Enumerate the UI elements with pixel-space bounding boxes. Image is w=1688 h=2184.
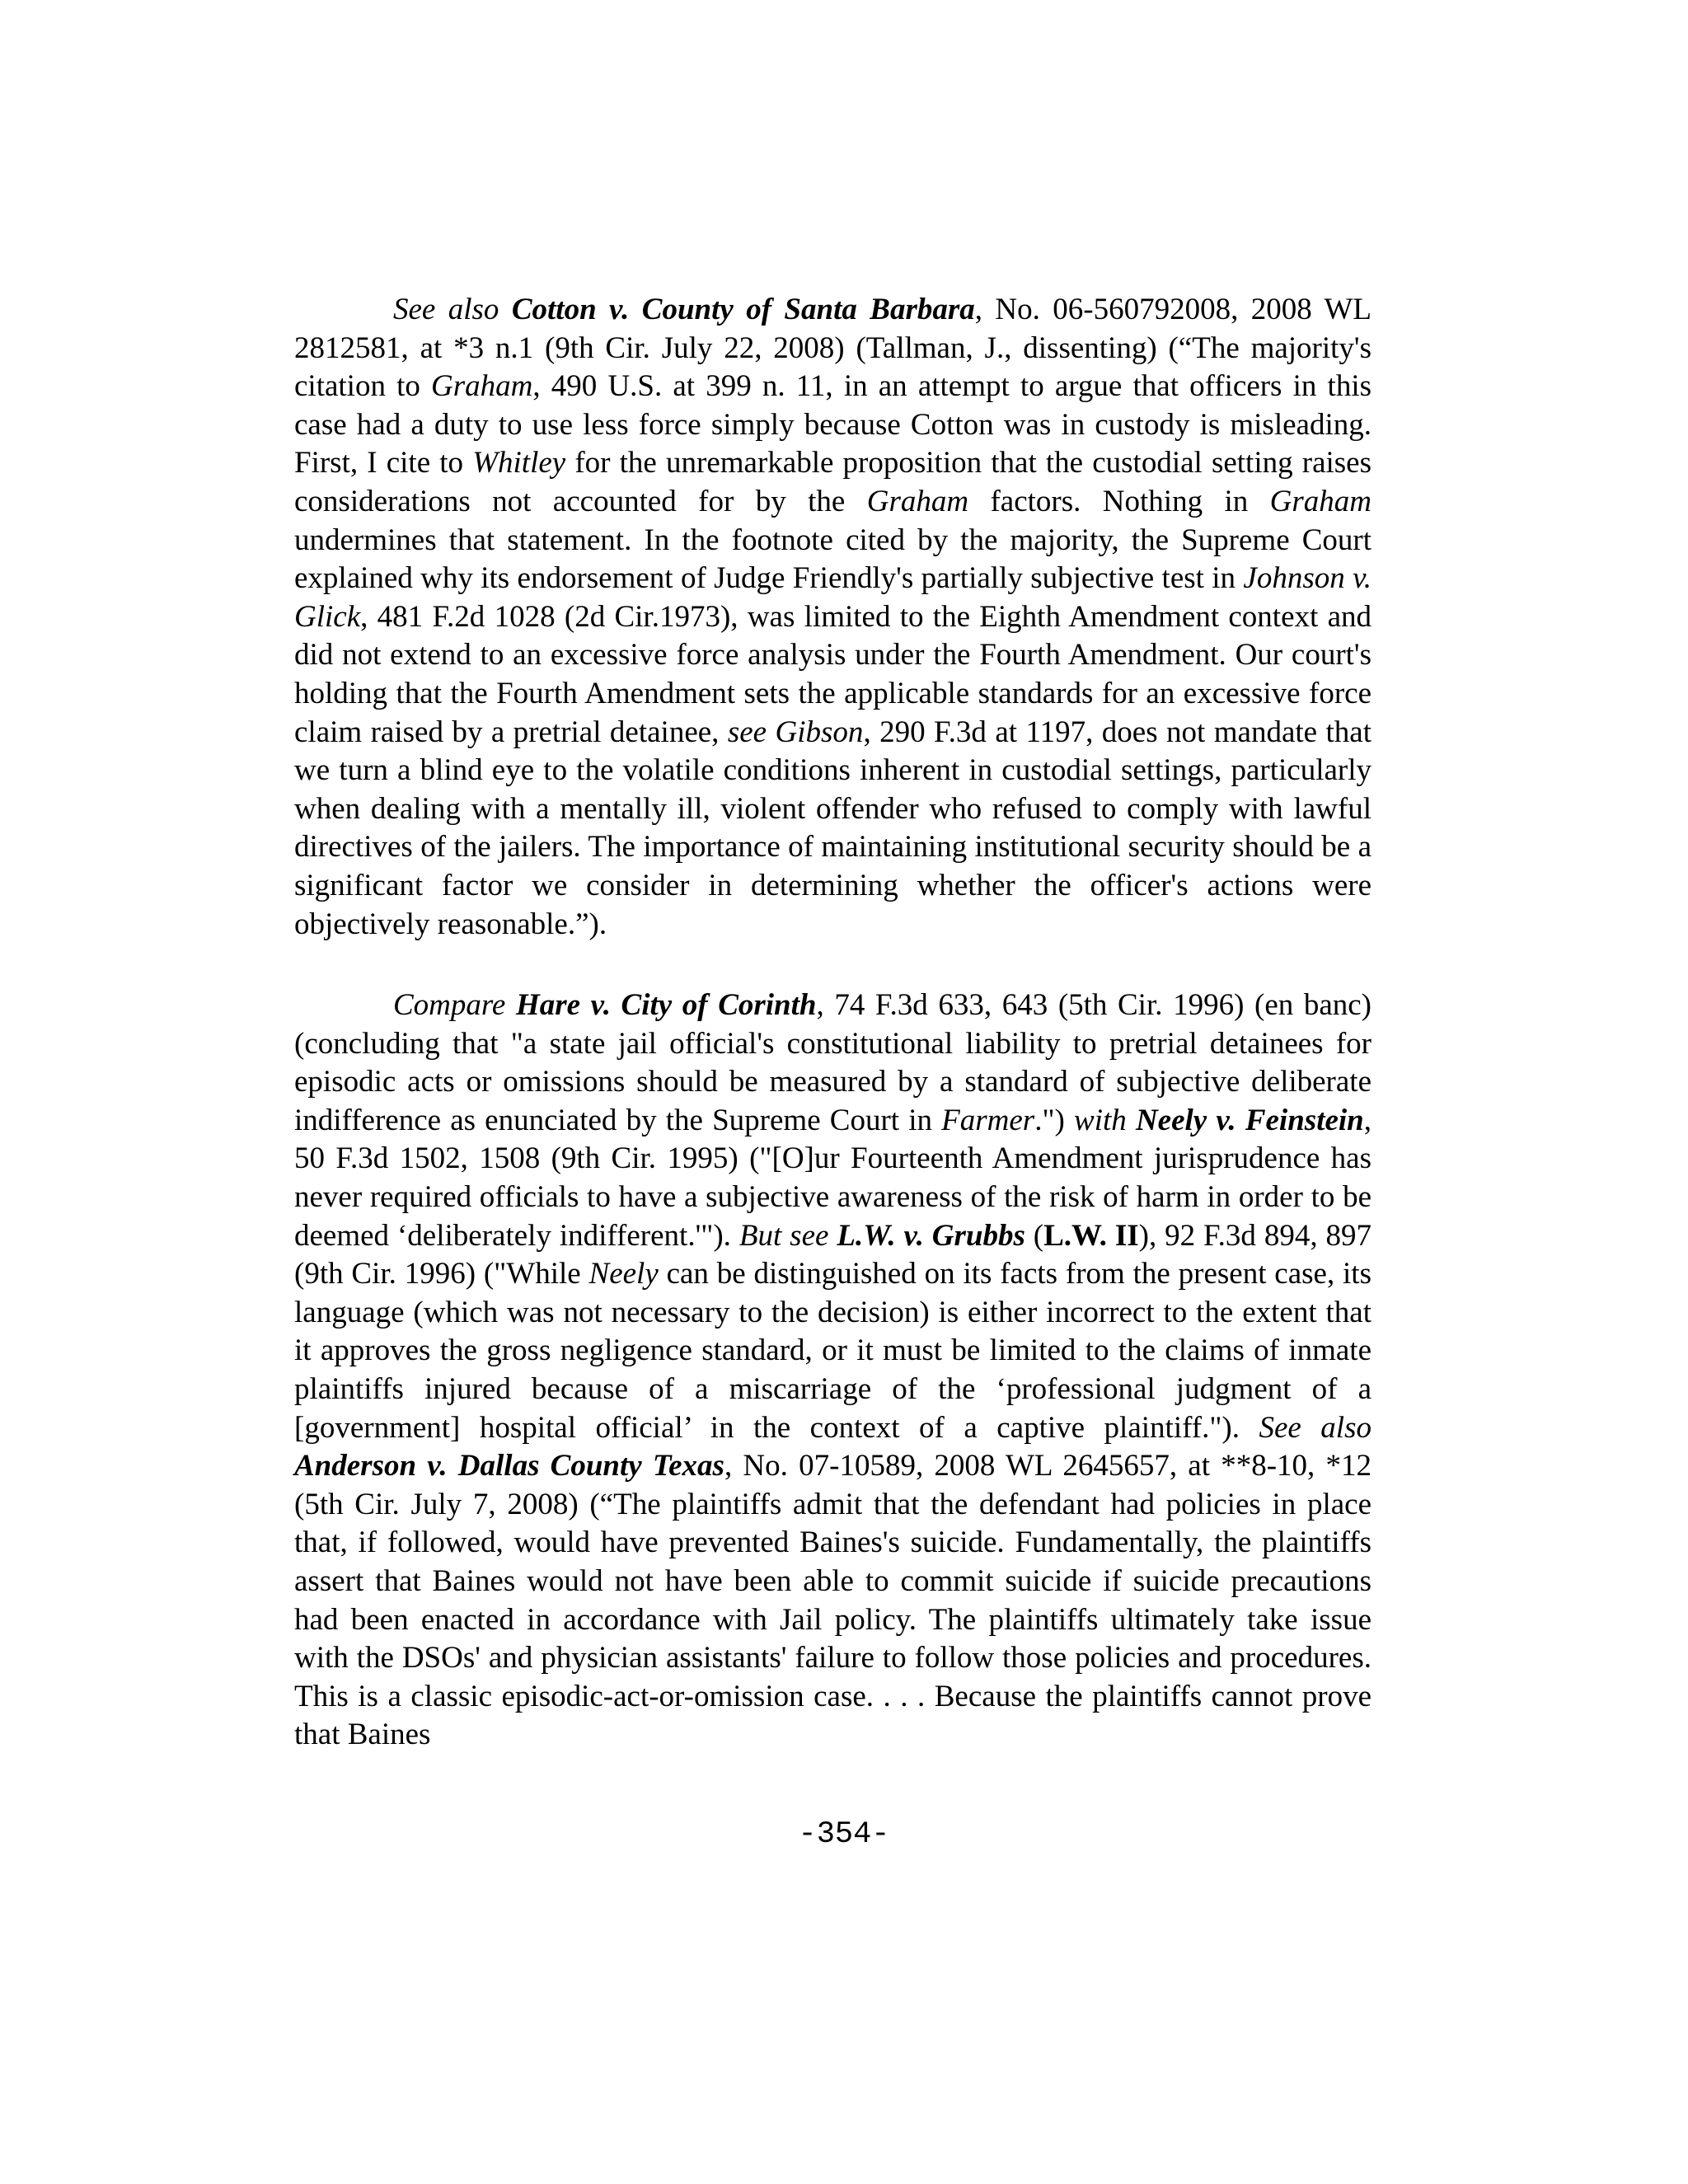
text-run: can be distinguished on its facts from the present case, its language (which was not necessary to the decision) is either incorrect to the extent that it approves the gross negligence standard, or it must be limited to the claims of inmate plaintiffs injured because of a miscarriage of the ‘professional judgment of a [government] hospital official’ in the context of a captive plaintiff.").: [294, 1257, 1372, 1445]
text-run: factors. Nothing in: [968, 484, 1270, 518]
text-run: , 74 F.3d 633, 643 (5th Cir. 1996) (en banc) (concluding that "a state jail official's constitutional liability to pretrial detainees for episodic acts or omissions should be measured by a standard of subjective deliberate indifference as enunciated by the Supreme Court in: [294, 988, 1372, 1137]
text-run: , 490 U.S. at 399 n. 11, in an attempt to argue that officers in this case had a duty to use less force simply because Cotton was in custody is misleading. First, I cite to: [294, 369, 1372, 480]
paragraph-cotton-citation: [294, 291, 1372, 944]
text-run: Anderson v. Dallas County Texas: [294, 1449, 724, 1483]
paragraph-text: [294, 291, 1372, 944]
text-run: Graham: [1269, 484, 1372, 518]
text-run: for the unremarkable proposition that the custodial setting raises considerations not accounted for by the: [294, 446, 1372, 518]
text-run: Neely: [588, 1257, 659, 1291]
text-run: , No. 07-10589, 2008 WL 2645657, at **8-10, *12 (5th Cir. July 7, 2008) (“The plaintiffs admit that the defendant had policies in place that, if followed, would have prevented Baines's suicide. Fundamentally, the plaintiffs assert that Baines would not have been able to commit suicide if suicide precautions had been enacted in accordance with Jail policy. The plaintiffs ultimately take issue with the DSOs' and physician assistants' failure to follow those policies and procedures. This is a classic episodic-act-or-omission case. . . . Because the plaintiffs cannot prove that Baines: [294, 1449, 1372, 1752]
text-run: See also: [1259, 1410, 1372, 1445]
text-run: Johnson v. Glick: [294, 561, 1372, 634]
text-run: Compare: [393, 988, 506, 1022]
text-run: , 290 F.3d at 1197, does not mandate that we turn a blind eye to the volatile conditions inherent in custodial settings, particularly when dealing with a mentally ill, violent offender who refused to comply with lawful directives of the jailers. The importance of maintaining institutional security should be a significant factor we consider in determining whether the officer's actions were objectively reasonable.”).: [294, 715, 1372, 941]
text-run: , No. 06-560792008, 2008 WL 2812581, at *3 n.1 (9th Cir. July 22, 2008) (Tallman, J., dissenting) (“The majority's citation to: [294, 293, 1372, 404]
text-run: [505, 988, 516, 1022]
text-run: , 481 F.2d 1028 (2d Cir.1973), was limited to the Eighth Amendment context and did not extend to an excessive force analysis under the Fourth Amendment. Our court's holding that the Fourth Amendment sets the applicable standards for an excessive force claim raised by a pretrial detainee,: [294, 599, 1372, 749]
text-run: But see: [738, 1218, 829, 1253]
text-run: L.W. v. Grubbs: [837, 1218, 1025, 1253]
text-run: Neely v. Feinstein: [1135, 1103, 1364, 1137]
text-run: Graham: [866, 484, 969, 518]
text-run: L.W. II: [1043, 1218, 1139, 1253]
paragraph-text: [294, 987, 1372, 1755]
text-run: with: [1074, 1103, 1127, 1137]
text-run: see Gibson: [727, 715, 864, 749]
text-run: , 50 F.3d 1502, 1508 (9th Cir. 1995) ("[O]ur Fourteenth Amendment jurisprudence has never required officials to have a subjective awareness of the risk of harm in order to be deemed ‘deliberately indifferent.'").: [294, 1103, 1372, 1253]
text-run: See also: [393, 293, 499, 326]
paragraph-hare-citation: [294, 987, 1372, 1755]
text-run: [499, 293, 511, 326]
text-run: undermines that statement. In the footnote cited by the majority, the Supreme Court explained why its endorsement of Judge Friendly's partially subjective test in: [294, 523, 1372, 596]
text-run: Farmer: [941, 1103, 1035, 1137]
text-run: (: [1025, 1218, 1044, 1253]
page-number: -354-: [798, 1817, 890, 1852]
text-run: Whitley: [472, 446, 566, 480]
text-run: ), 92 F.3d 894, 897 (9th Cir. 1996) ("While: [294, 1218, 1372, 1291]
text-run: Cotton v. County of Santa Barbara: [511, 293, 975, 326]
text-run: [828, 1219, 837, 1253]
text-run: [1127, 1104, 1136, 1137]
text-run: ."): [1034, 1103, 1075, 1137]
text-run: Graham: [431, 369, 533, 404]
text-run: Hare v. City of Corinth: [515, 988, 817, 1022]
